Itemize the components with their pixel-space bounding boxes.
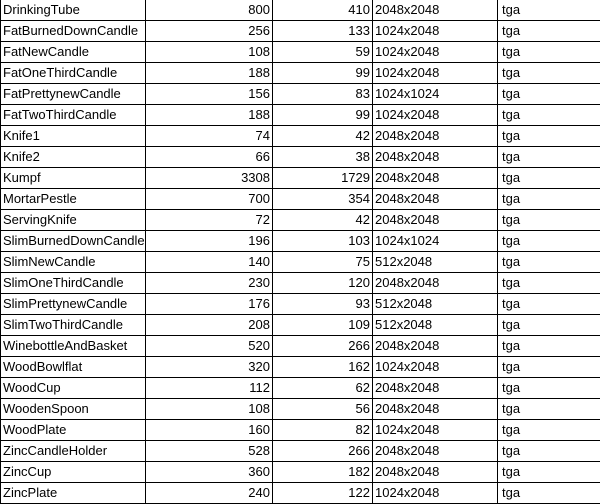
table-row: [1, 188, 600, 209]
table-row: [1, 230, 600, 251]
table-row: [1, 62, 600, 83]
cell-value-b[interactable]: 410: [273, 0, 373, 20]
cell-asset-name[interactable]: DrinkingTube: [1, 0, 146, 20]
table-row: [1, 167, 600, 188]
cell-value-a[interactable]: 256: [146, 20, 273, 41]
cell-format[interactable]: tga: [498, 146, 600, 167]
cell-asset-name[interactable]: SlimPrettynewCandle: [1, 293, 146, 314]
cell-value-b[interactable]: 162: [273, 356, 373, 377]
cell-asset-name[interactable]: FatBurnedDownCandle: [1, 20, 146, 41]
cell-asset-name[interactable]: ZincPlate: [1, 482, 146, 503]
cell-format[interactable]: tga: [498, 83, 600, 104]
cell-value-a[interactable]: 700: [146, 188, 273, 209]
table-row: [1, 335, 600, 356]
cell-value-b[interactable]: 83: [273, 83, 373, 104]
cell-value-b[interactable]: 133: [273, 20, 373, 41]
cell-asset-name[interactable]: Knife2: [1, 146, 146, 167]
cell-value-b[interactable]: 266: [273, 335, 373, 356]
table-row: [1, 20, 600, 41]
cell-format[interactable]: tga: [498, 125, 600, 146]
cell-asset-name[interactable]: WoodBowlflat: [1, 356, 146, 377]
cell-format[interactable]: tga: [498, 272, 600, 293]
cell-format[interactable]: tga: [498, 377, 600, 398]
cell-asset-name[interactable]: MortarPestle: [1, 188, 146, 209]
cell-asset-name[interactable]: ServingKnife: [1, 209, 146, 230]
cell-value-a[interactable]: 196: [146, 230, 273, 251]
cell-format[interactable]: tga: [498, 230, 600, 251]
cell-value-a[interactable]: 140: [146, 251, 273, 272]
cell-resolution[interactable]: 1024x2048: [373, 104, 498, 125]
cell-value-a[interactable]: 176: [146, 293, 273, 314]
cell-value-b[interactable]: 182: [273, 461, 373, 482]
cell-asset-name[interactable]: Knife1: [1, 125, 146, 146]
cell-value-a[interactable]: 240: [146, 482, 273, 503]
cell-asset-name[interactable]: FatOneThirdCandle: [1, 62, 146, 83]
cell-asset-name[interactable]: WoodenSpoon: [1, 398, 146, 419]
cell-resolution[interactable]: 512x2048: [373, 293, 498, 314]
cell-resolution[interactable]: 1024x2048: [373, 356, 498, 377]
cell-value-a[interactable]: 520: [146, 335, 273, 356]
cell-value-b[interactable]: 99: [273, 104, 373, 125]
cell-asset-name[interactable]: FatPrettynewCandle: [1, 83, 146, 104]
cell-resolution[interactable]: 2048x2048: [373, 440, 498, 461]
cell-value-a[interactable]: 230: [146, 272, 273, 293]
cell-format[interactable]: tga: [498, 482, 600, 503]
cell-format[interactable]: tga: [498, 440, 600, 461]
cell-resolution[interactable]: 2048x2048: [373, 272, 498, 293]
cell-resolution[interactable]: 2048x2048: [373, 125, 498, 146]
cell-value-a[interactable]: 188: [146, 62, 273, 83]
table-row: [1, 125, 600, 146]
cell-resolution[interactable]: 2048x2048: [373, 146, 498, 167]
cell-resolution[interactable]: 1024x1024: [373, 230, 498, 251]
cell-resolution[interactable]: 2048x2048: [373, 398, 498, 419]
table-row: [1, 83, 600, 104]
cell-value-b[interactable]: 38: [273, 146, 373, 167]
cell-value-b[interactable]: 103: [273, 230, 373, 251]
cell-resolution[interactable]: 1024x2048: [373, 62, 498, 83]
cell-resolution[interactable]: 512x2048: [373, 251, 498, 272]
cell-format[interactable]: tga: [498, 293, 600, 314]
table-row: [1, 146, 600, 167]
cell-format[interactable]: tga: [498, 188, 600, 209]
cell-value-a[interactable]: 320: [146, 356, 273, 377]
cell-value-b[interactable]: 62: [273, 377, 373, 398]
table-row: [1, 293, 600, 314]
cell-value-a[interactable]: 3308: [146, 167, 273, 188]
cell-format[interactable]: tga: [498, 0, 600, 20]
cell-value-b[interactable]: 56: [273, 398, 373, 419]
cell-asset-name[interactable]: SlimBurnedDownCandle: [1, 230, 146, 251]
cell-value-b[interactable]: 99: [273, 62, 373, 83]
cell-format[interactable]: tga: [498, 398, 600, 419]
cell-value-b[interactable]: 120: [273, 272, 373, 293]
cell-resolution[interactable]: 1024x2048: [373, 20, 498, 41]
cell-value-b[interactable]: 42: [273, 125, 373, 146]
cell-value-b[interactable]: 93: [273, 293, 373, 314]
cell-format[interactable]: tga: [498, 461, 600, 482]
cell-format[interactable]: tga: [498, 314, 600, 335]
table-row: [1, 41, 600, 62]
cell-resolution[interactable]: 2048x2048: [373, 188, 498, 209]
cell-value-b[interactable]: 59: [273, 41, 373, 62]
cell-value-a[interactable]: 208: [146, 314, 273, 335]
cell-resolution[interactable]: 2048x2048: [373, 167, 498, 188]
cell-value-a[interactable]: 800: [146, 0, 273, 20]
cell-value-b[interactable]: 42: [273, 209, 373, 230]
table-row: [1, 461, 600, 482]
cell-asset-name[interactable]: SlimOneThirdCandle: [1, 272, 146, 293]
table-row: [1, 0, 600, 20]
table-row: [1, 377, 600, 398]
cell-value-a[interactable]: 66: [146, 146, 273, 167]
cell-format[interactable]: tga: [498, 356, 600, 377]
cell-resolution[interactable]: 2048x2048: [373, 209, 498, 230]
cell-asset-name[interactable]: ZincCup: [1, 461, 146, 482]
cell-format[interactable]: tga: [498, 335, 600, 356]
cell-format[interactable]: tga: [498, 104, 600, 125]
cell-resolution[interactable]: 1024x2048: [373, 419, 498, 440]
cell-format[interactable]: tga: [498, 209, 600, 230]
cell-asset-name[interactable]: FatNewCandle: [1, 41, 146, 62]
cell-value-a[interactable]: 156: [146, 83, 273, 104]
cell-value-a[interactable]: 160: [146, 419, 273, 440]
cell-value-b[interactable]: 354: [273, 188, 373, 209]
cell-resolution[interactable]: 1024x2048: [373, 41, 498, 62]
cell-value-a[interactable]: 108: [146, 41, 273, 62]
cell-asset-name[interactable]: SlimNewCandle: [1, 251, 146, 272]
cell-resolution[interactable]: 2048x2048: [373, 0, 498, 20]
cell-resolution[interactable]: 1024x1024: [373, 83, 498, 104]
cell-asset-name[interactable]: WoodCup: [1, 377, 146, 398]
cell-asset-name[interactable]: SlimTwoThirdCandle: [1, 314, 146, 335]
table-row: [1, 104, 600, 125]
cell-resolution[interactable]: 512x2048: [373, 314, 498, 335]
cell-format[interactable]: tga: [498, 62, 600, 83]
cell-format[interactable]: tga: [498, 167, 600, 188]
cell-format[interactable]: tga: [498, 419, 600, 440]
cell-value-a[interactable]: 528: [146, 440, 273, 461]
cell-value-b[interactable]: 109: [273, 314, 373, 335]
cell-resolution[interactable]: 2048x2048: [373, 335, 498, 356]
cell-asset-name[interactable]: Kumpf: [1, 167, 146, 188]
cell-asset-name[interactable]: WoodPlate: [1, 419, 146, 440]
cell-format[interactable]: tga: [498, 20, 600, 41]
cell-value-b[interactable]: 75: [273, 251, 373, 272]
table-row: [1, 419, 600, 440]
cell-value-a[interactable]: 74: [146, 125, 273, 146]
cell-resolution[interactable]: 2048x2048: [373, 377, 498, 398]
cell-value-a[interactable]: 108: [146, 398, 273, 419]
cell-value-b[interactable]: 266: [273, 440, 373, 461]
cell-value-b[interactable]: 1729: [273, 167, 373, 188]
cell-value-b[interactable]: 122: [273, 482, 373, 503]
cell-value-a[interactable]: 72: [146, 209, 273, 230]
cell-value-a[interactable]: 360: [146, 461, 273, 482]
cell-resolution[interactable]: 2048x2048: [373, 461, 498, 482]
cell-value-b[interactable]: 82: [273, 419, 373, 440]
table-row: [1, 440, 600, 461]
cell-resolution[interactable]: 1024x2048: [373, 482, 498, 503]
table-row: [1, 398, 600, 419]
cell-asset-name[interactable]: WinebottleAndBasket: [1, 335, 146, 356]
cell-format[interactable]: tga: [498, 41, 600, 62]
cell-asset-name[interactable]: ZincCandleHolder: [1, 440, 146, 461]
cell-value-a[interactable]: 112: [146, 377, 273, 398]
table-row: [1, 314, 600, 335]
table-row: [1, 209, 600, 230]
table-row: [1, 356, 600, 377]
cell-value-a[interactable]: 188: [146, 104, 273, 125]
table-row: [1, 272, 600, 293]
cell-asset-name[interactable]: FatTwoThirdCandle: [1, 104, 146, 125]
asset-table-body: [1, 0, 600, 503]
table-row: [1, 251, 600, 272]
cell-format[interactable]: tga: [498, 251, 600, 272]
